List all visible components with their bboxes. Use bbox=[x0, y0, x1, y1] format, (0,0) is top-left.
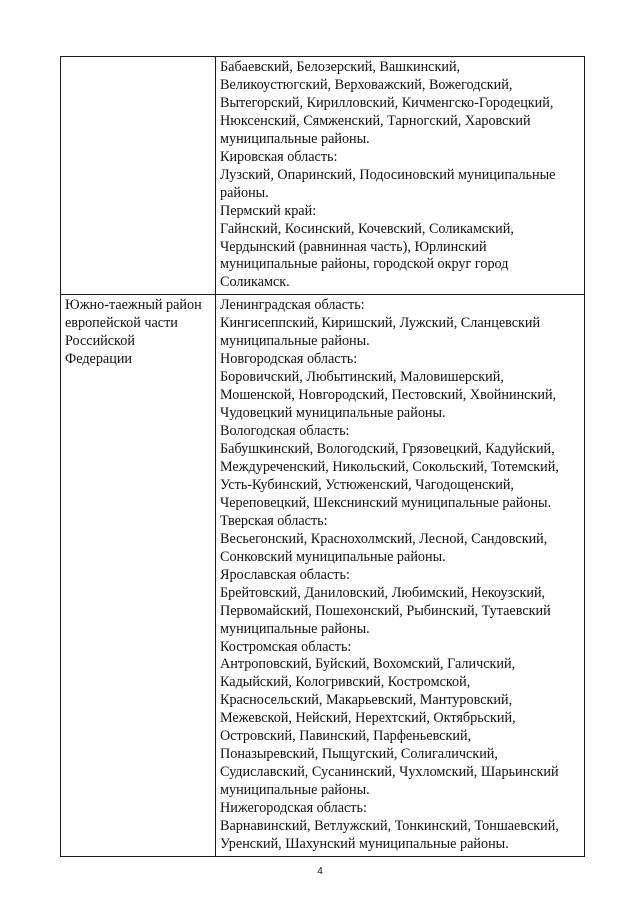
district-list-line: Чудовецкий муниципальные районы. bbox=[220, 405, 446, 422]
district-list-line: муниципальные районы. bbox=[220, 620, 370, 637]
district-list-line: муниципальные районы. bbox=[220, 333, 370, 350]
district-list-line: Гайнский, Косинский, Кочевский, Соликамский, bbox=[220, 220, 514, 237]
district-list-line: районы. bbox=[220, 184, 269, 201]
region-name-line: Федерации bbox=[65, 351, 133, 368]
district-list-line: муниципальные районы. bbox=[220, 130, 370, 147]
district-list-line: Череповецкий, Шекснинский муниципальные районы. bbox=[220, 494, 552, 511]
district-list-line: Соликамск. bbox=[220, 274, 290, 291]
districts-list-cell bbox=[216, 57, 585, 295]
region-name-line: европейской части bbox=[65, 315, 178, 332]
region-name-line: Российской bbox=[65, 333, 135, 350]
district-list-line: Бабаевский, Белозерский, Вашкинский, bbox=[220, 59, 461, 75]
region-name-line: Южно-таежный район bbox=[65, 297, 202, 314]
district-list-line: Ленинградская область: bbox=[220, 297, 365, 314]
district-list-line: Варнавинский, Ветлужский, Тонкинский, Тоншаевский, bbox=[220, 818, 559, 835]
district-list-line: Антроповский, Буйский, Вохомский, Галичский, bbox=[220, 656, 516, 673]
district-list-line: Кадыйский, Кологривский, Костромской, bbox=[220, 674, 471, 691]
district-list-line: муниципальные районы. bbox=[220, 782, 370, 799]
district-list-line: Ярославская область: bbox=[220, 566, 350, 583]
district-list-line: Вытегорский, Кирилловский, Кичменгско-Городецкий, bbox=[220, 94, 554, 111]
district-list-line: Брейтовский, Даниловский, Любимский, Некоузский, bbox=[220, 584, 546, 601]
district-list-line: Островский, Павинский, Парфеньевский, bbox=[220, 728, 472, 745]
district-list-line: Лузский, Опаринский, Подосиновский муниципальные bbox=[220, 166, 556, 183]
table-row bbox=[61, 295, 585, 857]
district-list-line: Тверская область: bbox=[220, 512, 328, 529]
district-list-line: Судиславский, Сусанинский, Чухломский, Шарьинский bbox=[220, 764, 559, 781]
district-list-line: Весьегонский, Краснохолмский, Лесной, Сандовский, bbox=[220, 530, 548, 547]
district-list-line: Бабушкинский, Вологодский, Грязовецкий, Кадуйский, bbox=[220, 441, 555, 458]
districts-list-cell bbox=[216, 295, 585, 857]
district-list-line: Усть-Кубинский, Устюженский, Чагодощенский, bbox=[220, 476, 514, 493]
district-list-line: Поназыревский, Пыщугский, Солигаличский, bbox=[220, 746, 498, 763]
district-list-line: Новгородская область: bbox=[220, 351, 358, 368]
district-list-line: Боровичский, Любытинский, Маловишерский, bbox=[220, 369, 504, 386]
district-list-line: Уренский, Шахунский муниципальные районы. bbox=[220, 835, 509, 852]
district-list-line: Кировская область: bbox=[220, 148, 338, 165]
district-list-line: Сонковский муниципальные районы. bbox=[220, 548, 446, 565]
district-list-line: Вологодская область: bbox=[220, 423, 350, 440]
district-list-line: Великоустюгский, Верховажский, Вожегодский, bbox=[220, 76, 513, 93]
district-list-line: Кингисеппский, Киришский, Лужский, Сланцевский bbox=[220, 315, 541, 332]
district-list-line: Первомайский, Пошехонский, Рыбинский, Тутаевский bbox=[220, 602, 551, 619]
table-row bbox=[61, 57, 585, 295]
page-number: 4 bbox=[317, 866, 323, 877]
district-list-line: Пермский край: bbox=[220, 202, 317, 219]
region-name-cell bbox=[61, 295, 216, 857]
district-list-line: Чердынский (равнинная часть), Юрлинский bbox=[220, 238, 487, 255]
district-list-line: Мошенской, Новгородский, Пестовский, Хвойнинский, bbox=[220, 387, 557, 404]
district-list-line: муниципальные районы, городской округ город bbox=[220, 256, 509, 273]
district-list-line: Межевской, Нейский, Нерехтский, Октябрьский, bbox=[220, 710, 516, 727]
district-list-line: Нижегородская область: bbox=[220, 800, 367, 817]
district-list-line: Костромская область: bbox=[220, 638, 352, 655]
district-list-line: Нюксенский, Сямженский, Тарногский, Харовский bbox=[220, 112, 531, 129]
regions-table bbox=[60, 56, 585, 857]
district-list-line: Красносельский, Макарьевский, Мантуровский, bbox=[220, 692, 513, 709]
regions-table-body bbox=[61, 57, 585, 857]
district-list-line: Междуреченский, Никольский, Сокольский, Тотемский, bbox=[220, 458, 559, 475]
region-name-cell bbox=[61, 57, 216, 295]
